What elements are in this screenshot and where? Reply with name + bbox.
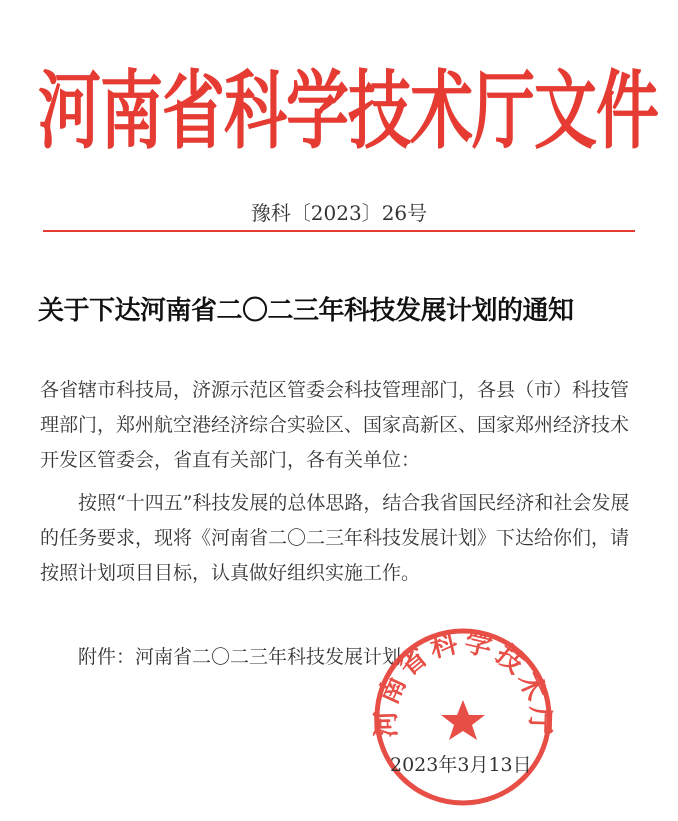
recipients-paragraph: 各省辖市科技局，济源示范区管委会科技管理部门，各县（市）科技管理部门，郑州航空港经济综合实验区、国家高新区、国家郑州经济技术开发区管委会，省直有关部门，各有关单位：: [40, 379, 630, 471]
body-paragraph: 按照“十四五”科技发展的总体思路，结合我省国民经济和社会发展的任务要求，现将《河南省二〇二三年科技发展计划》下达给你们，请按照计划项目目标，认真做好组织实施工作。: [40, 492, 630, 584]
document-number: 豫科〔2023〕26号: [250, 201, 428, 225]
document-title: 关于下达河南省二〇二三年科技发展计划的通知: [38, 296, 574, 326]
document-header: 河南省科学技术厅文件: [38, 62, 658, 161]
seal-star-icon: [441, 700, 485, 740]
official-seal-icon: [368, 622, 558, 812]
red-divider-line: [43, 230, 635, 232]
attachment-line: 附件：河南省二〇二三年科技发展计划: [78, 646, 402, 668]
issue-date: 2023年3月13日: [390, 754, 532, 776]
seal-text: 河南省科学技术厅: [370, 626, 556, 739]
